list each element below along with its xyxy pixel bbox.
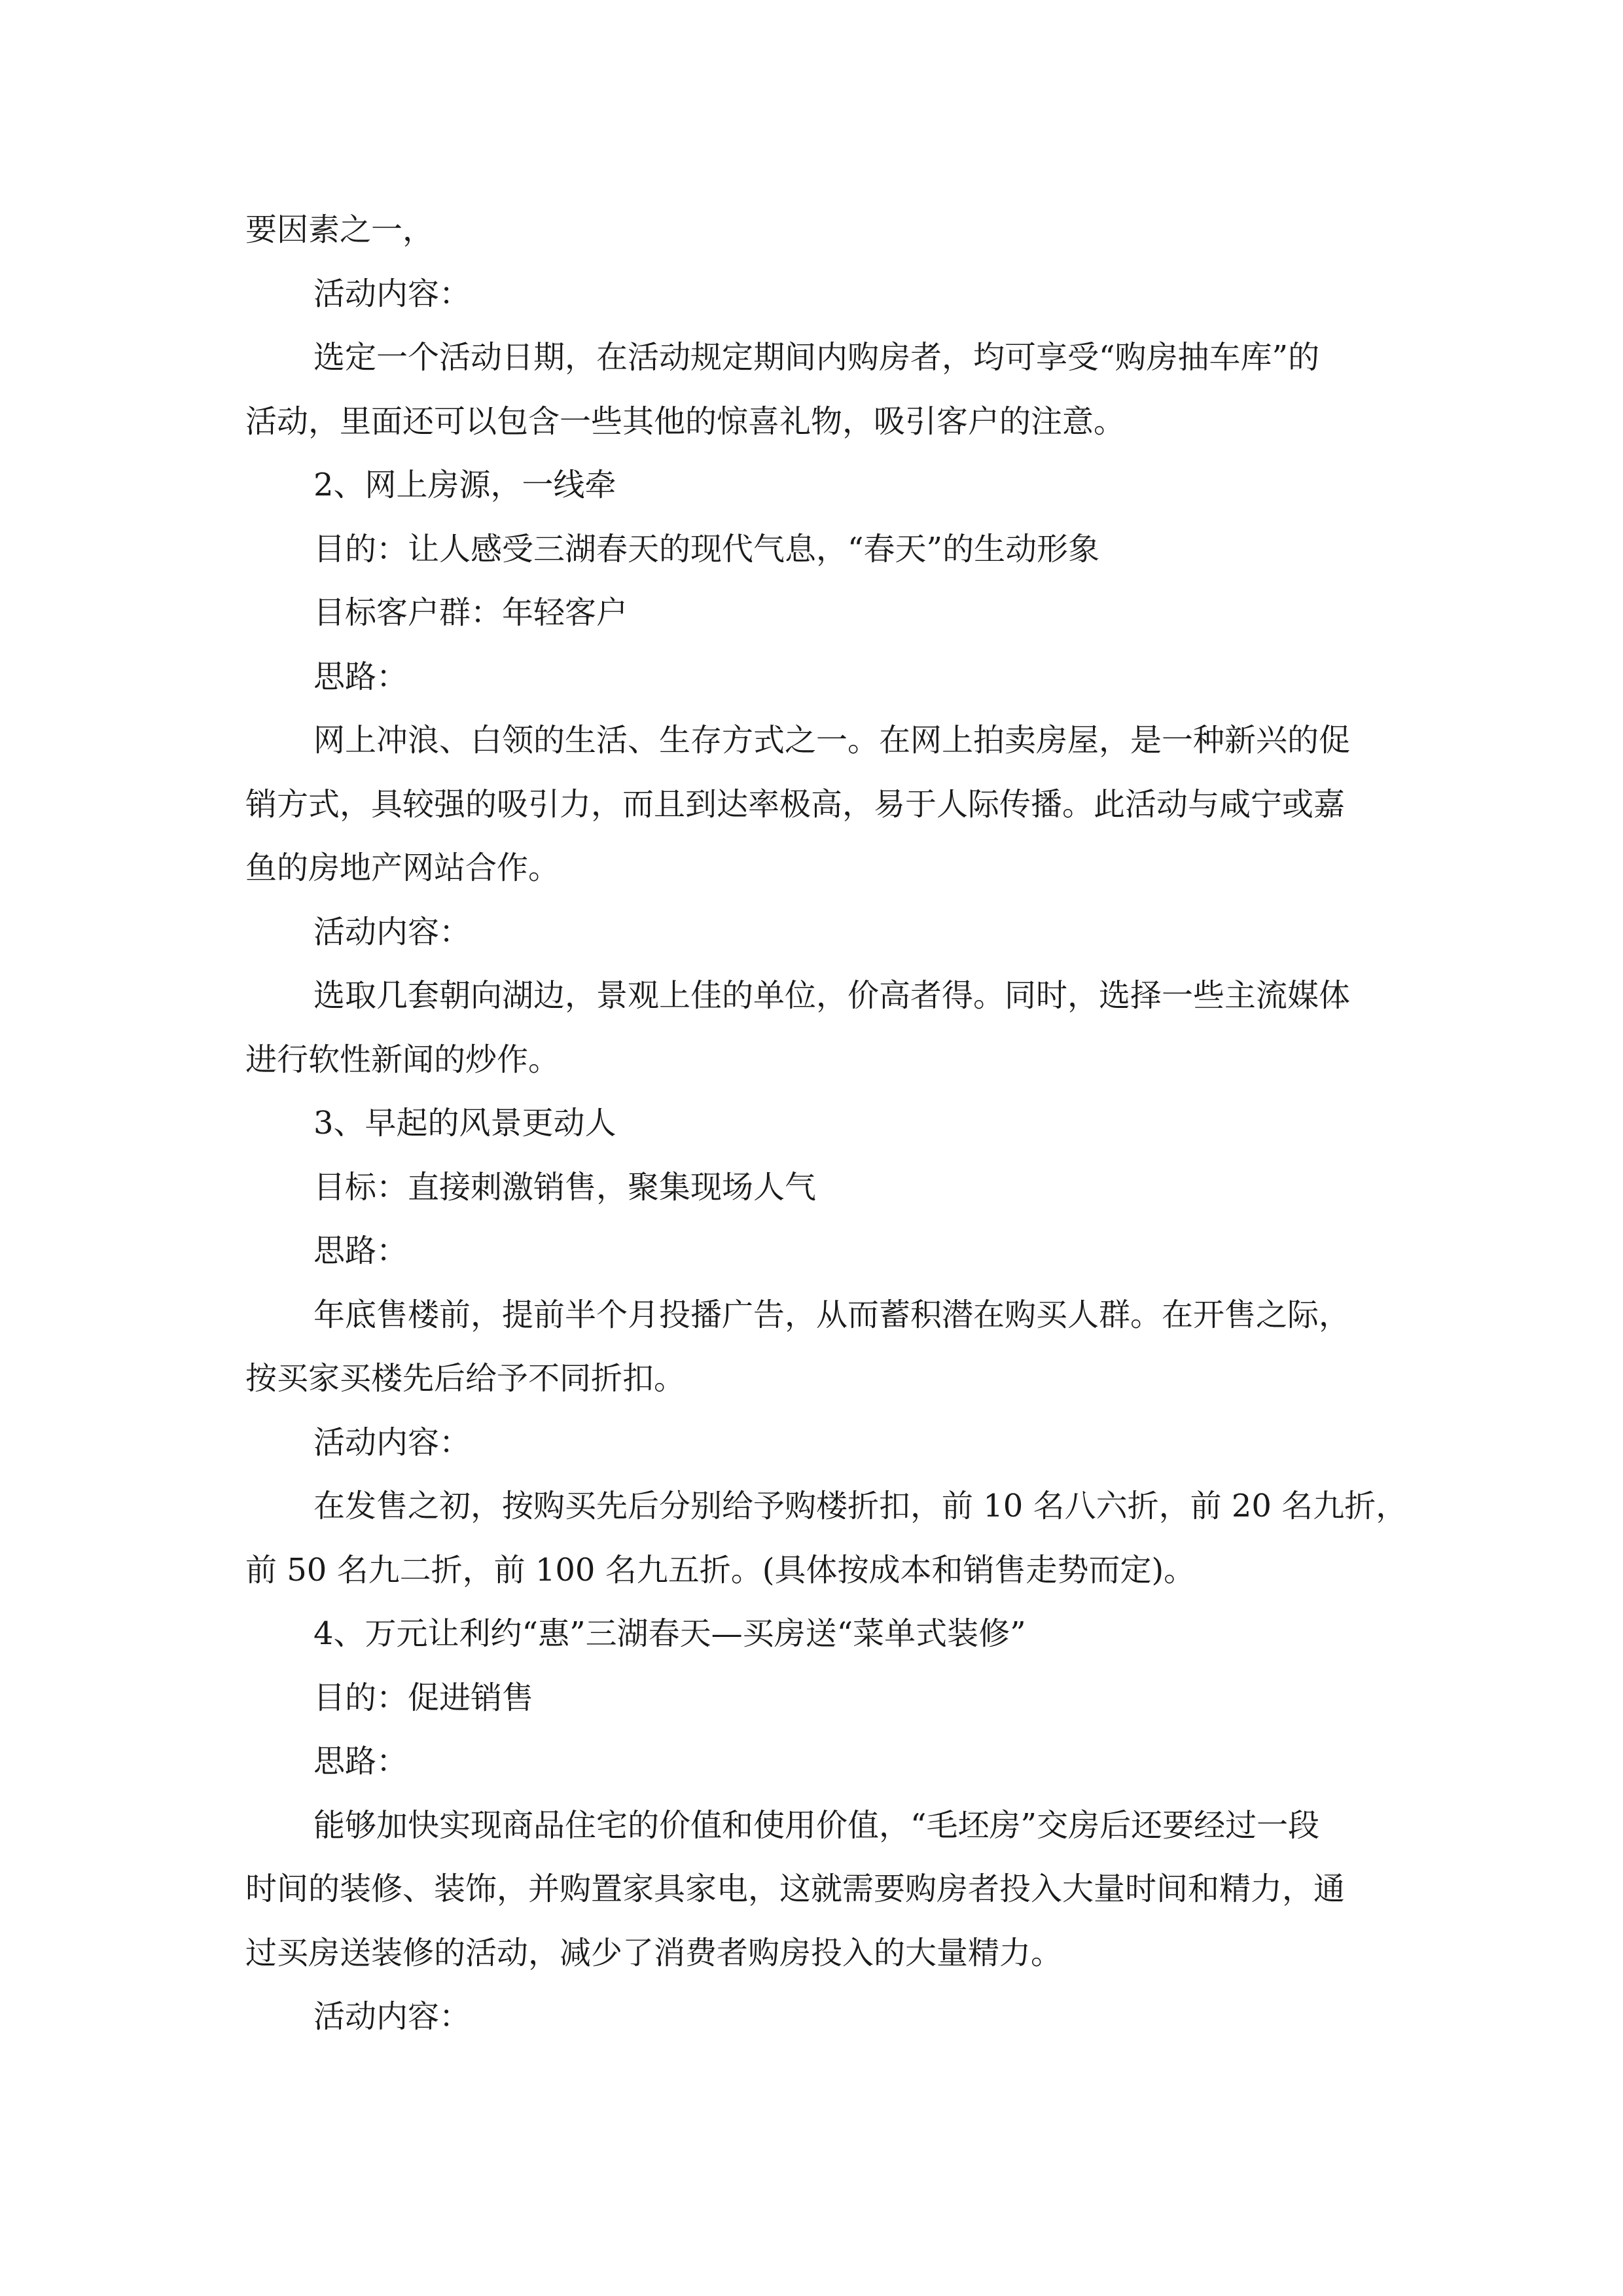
paragraph-line: 年底售楼前，提前半个月投播广告，从而蓄积潜在购买人群。在开售之际， bbox=[313, 1296, 1351, 1333]
paragraph-line: 在发售之初，按购买先后分别给予购楼折扣，前 10 名八六折，前 20 名九折， bbox=[313, 1488, 1408, 1524]
paragraph-line: 时间的装修、装饰，并购置家具家电，这就需要购房者投入大量时间和精力，通 bbox=[245, 1871, 1346, 1907]
section-label-idea: 思路： bbox=[313, 1743, 408, 1780]
item-heading-3: 3、早起的风景更动人 bbox=[313, 1105, 616, 1141]
item-heading-4: 4、万元让利约“惠”三湖春天—买房送“菜单式装修” bbox=[313, 1615, 1026, 1652]
paragraph-line: 能够加快实现商品住宅的价值和使用价值，“毛坯房”交房后还要经过一段 bbox=[313, 1806, 1320, 1844]
paragraph-line: 销方式，具较强的吸引力，而且到达率极高，易于人际传播。此活动与咸宁或嘉 bbox=[245, 785, 1346, 823]
goal-line: 目的：促进销售 bbox=[313, 1679, 534, 1716]
paragraph-line: 选定一个活动日期，在活动规定期间内购房者，均可享受“购房抽车库”的 bbox=[313, 339, 1320, 376]
goal-line: 目的：让人感受三湖春天的现代气息，“春天”的生动形象 bbox=[313, 530, 1100, 567]
paragraph-line: 鱼的房地产网站合作。 bbox=[245, 850, 560, 886]
goal-line: 目标：直接刺激销售，聚集现场人气 bbox=[313, 1168, 817, 1206]
section-label-activity: 活动内容： bbox=[313, 913, 471, 950]
section-label-idea: 思路： bbox=[313, 1232, 408, 1269]
item-heading-2: 2、网上房源，一线牵 bbox=[313, 467, 616, 503]
paragraph-line: 选取几套朝向湖边，景观上佳的单位，价高者得。同时，选择一些主流媒体 bbox=[313, 977, 1351, 1014]
paragraph-line: 活动，里面还可以包含一些其他的惊喜礼物，吸引客户的注意。 bbox=[245, 403, 1126, 440]
target-customers-line: 目标客户群：年轻客户 bbox=[313, 594, 628, 631]
text-line: 要因素之一， bbox=[245, 211, 435, 248]
section-label-activity: 活动内容： bbox=[313, 275, 471, 312]
document-body bbox=[245, 198, 1408, 2049]
paragraph-line: 前 50 名九二折，前 100 名九五折。(具体按成本和销售走势而定)。 bbox=[245, 1551, 1196, 1588]
paragraph-line: 过买房送装修的活动，减少了消费者购房投入的大量精力。 bbox=[245, 1934, 1063, 1971]
paragraph-line: 网上冲浪、白领的生活、生存方式之一。在网上拍卖房屋，是一种新兴的促 bbox=[313, 722, 1351, 759]
paragraph-line: 按买家买楼先后给予不同折扣。 bbox=[245, 1360, 686, 1397]
paragraph-line: 进行软性新闻的炒作。 bbox=[245, 1041, 560, 1078]
section-label-idea: 思路： bbox=[313, 658, 408, 695]
section-label-activity: 活动内容： bbox=[313, 1424, 471, 1461]
section-label-activity: 活动内容： bbox=[313, 1998, 471, 2035]
